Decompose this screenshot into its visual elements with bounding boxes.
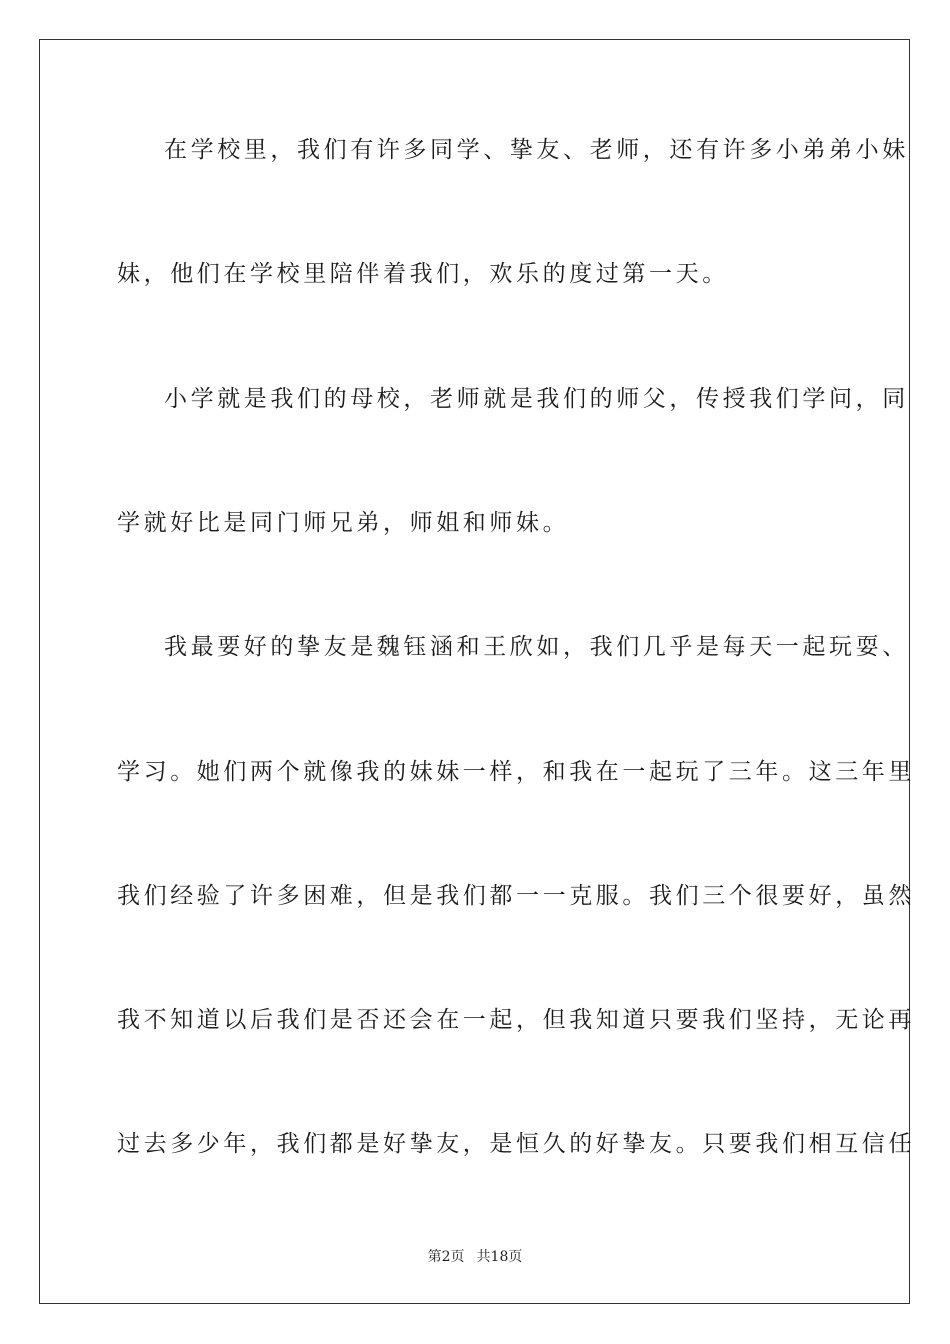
paragraph-line: 学习。她们两个就像我的妹妹一样，和我在一起玩了三年。这三年里: [117, 759, 915, 785]
paragraph-line: 我最要好的挚友是魏钰涵和王欣如，我们几乎是每天一起玩耍、: [164, 634, 909, 660]
paragraph-line: 过去多少年，我们都是好挚友，是恒久的好挚友。只要我们相互信任: [117, 1131, 915, 1157]
page-number: 第2页: [427, 1249, 465, 1265]
total-pages: 共18页: [476, 1249, 523, 1265]
paragraph-line: 小学就是我们的母校，老师就是我们的师父，传授我们学问，同: [164, 386, 909, 412]
page-footer: [0, 1248, 950, 1266]
paragraph-line: 我不知道以后我们是否还会在一起，但我知道只要我们坚持，无论再: [117, 1007, 915, 1033]
page-frame: [39, 39, 915, 1304]
paragraph-line: 在学校里，我们有许多同学、挚友、老师，还有许多小弟弟小妹: [164, 137, 909, 163]
paragraph-line: 妹，他们在学校里陪伴着我们，欢乐的度过第一天。: [117, 261, 729, 287]
paragraph-line: 我们经验了许多困难，但是我们都一一克服。我们三个很要好，虽然: [117, 883, 915, 909]
paragraph-line: 学就好比是同门师兄弟，师姐和师妹。: [117, 510, 570, 536]
